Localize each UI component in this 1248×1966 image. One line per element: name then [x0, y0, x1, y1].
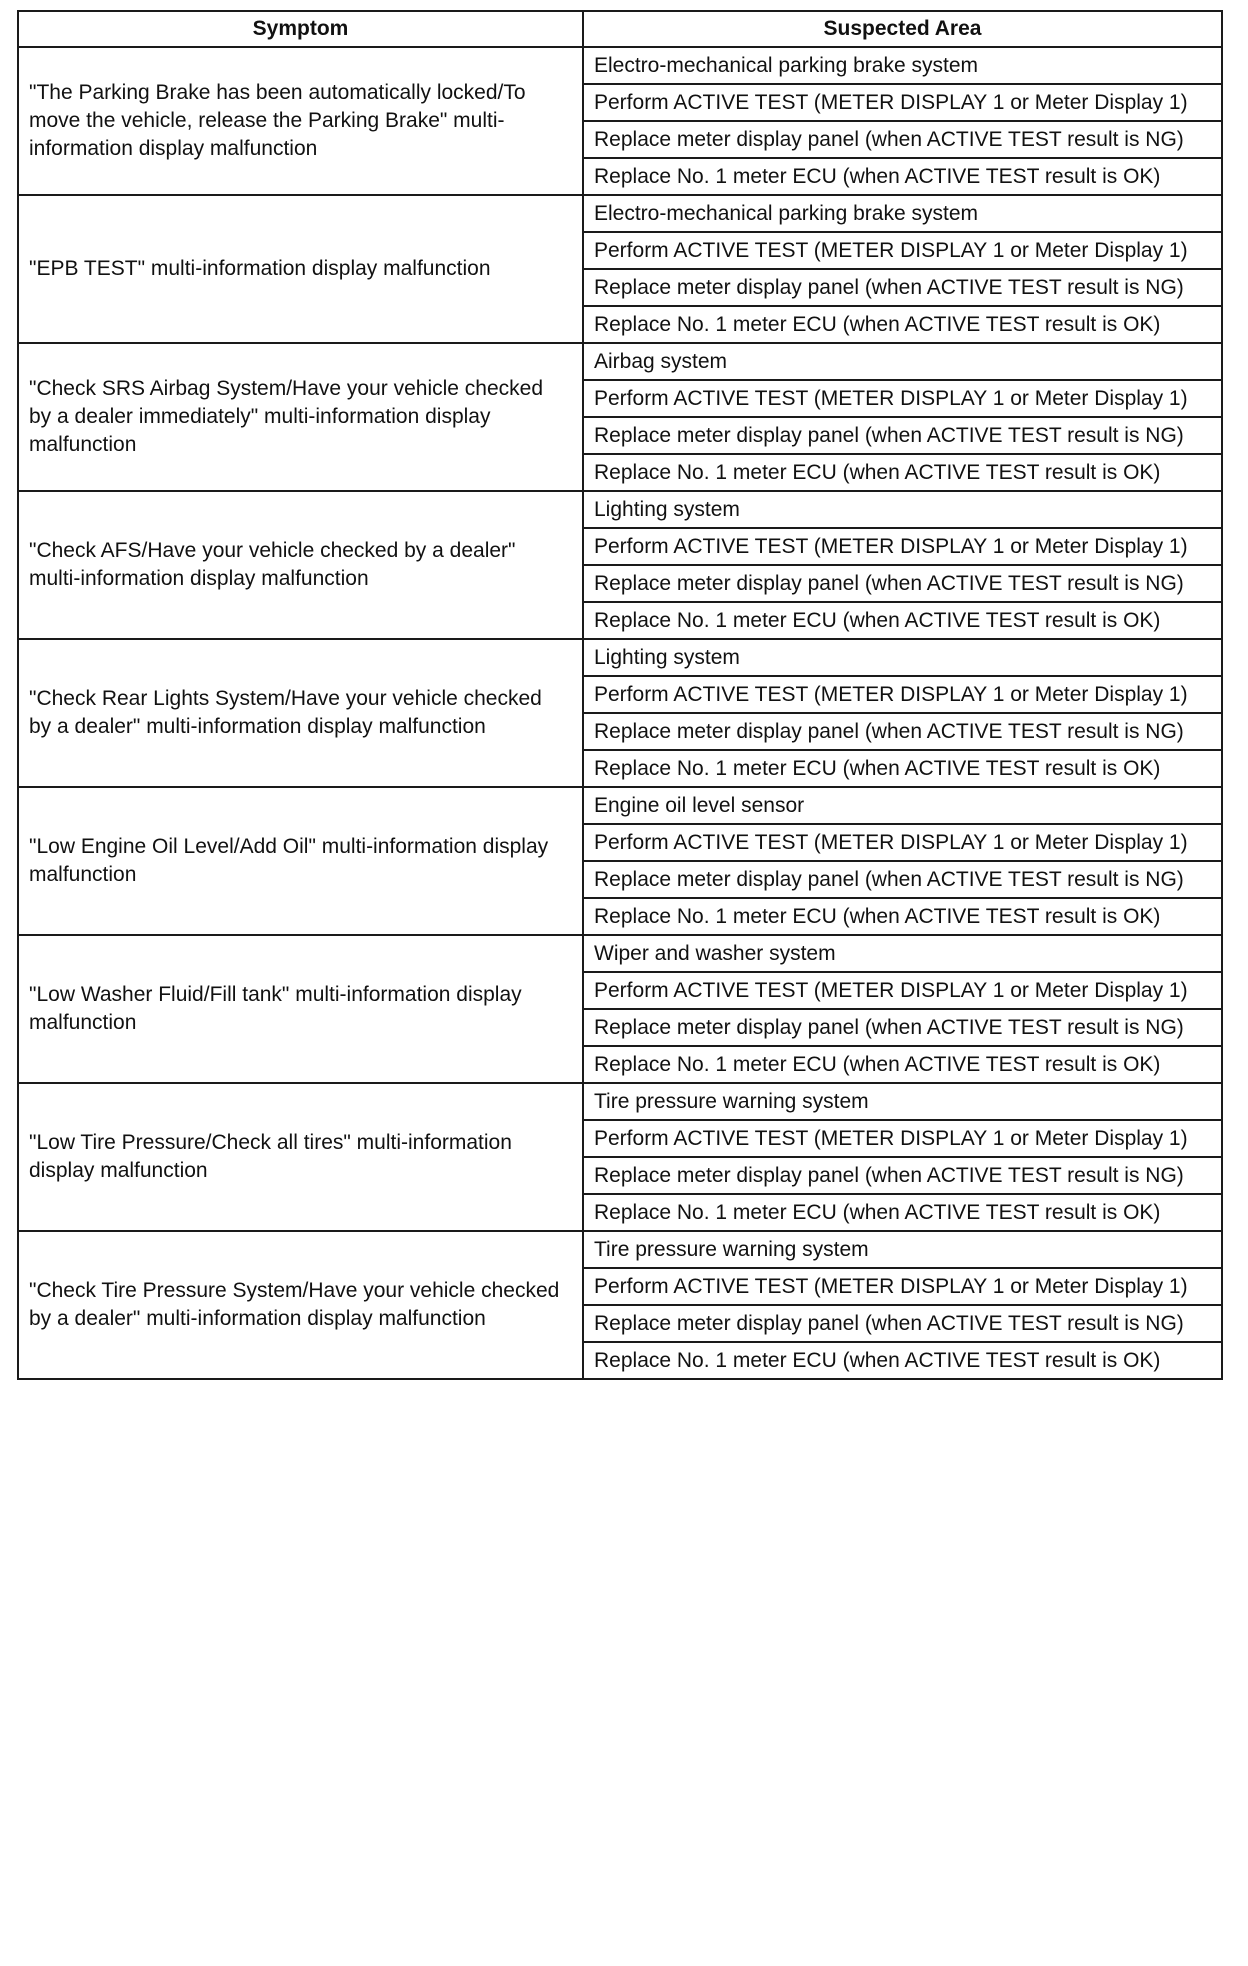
- table-row: [18, 491, 1222, 528]
- suspected-area-cell: Perform ACTIVE TEST (METER DISPLAY 1 or Meter Display 1): [583, 824, 1222, 861]
- suspected-area-cell: Replace No. 1 meter ECU (when ACTIVE TEST result is OK): [583, 1194, 1222, 1231]
- suspected-area-cell: Electro-mechanical parking brake system: [583, 195, 1222, 232]
- table-row: [18, 639, 1222, 676]
- table-row: [18, 935, 1222, 972]
- table-row: [18, 343, 1222, 380]
- table-row: [18, 1083, 1222, 1120]
- suspected-area-cell: Perform ACTIVE TEST (METER DISPLAY 1 or Meter Display 1): [583, 1120, 1222, 1157]
- suspected-area-cell: Tire pressure warning system: [583, 1083, 1222, 1120]
- suspected-area-cell: Replace meter display panel (when ACTIVE TEST result is NG): [583, 1009, 1222, 1046]
- suspected-area-cell: Replace meter display panel (when ACTIVE TEST result is NG): [583, 1157, 1222, 1194]
- header-row: [18, 11, 1222, 47]
- table-header: [18, 11, 1222, 47]
- table-row: [18, 47, 1222, 84]
- symptom-cell: "EPB TEST" multi-information display malfunction: [18, 195, 583, 343]
- suspected-area-cell: Replace No. 1 meter ECU (when ACTIVE TEST result is OK): [583, 454, 1222, 491]
- table-row: [18, 787, 1222, 824]
- suspected-area-cell: Engine oil level sensor: [583, 787, 1222, 824]
- suspected-area-cell: Perform ACTIVE TEST (METER DISPLAY 1 or Meter Display 1): [583, 676, 1222, 713]
- symptom-table: [17, 10, 1223, 1380]
- suspected-area-cell: Replace meter display panel (when ACTIVE TEST result is NG): [583, 861, 1222, 898]
- symptom-cell: "Check SRS Airbag System/Have your vehicle checked by a dealer immediately" multi-information display malfunction: [18, 343, 583, 491]
- suspected-area-cell: Replace No. 1 meter ECU (when ACTIVE TEST result is OK): [583, 898, 1222, 935]
- suspected-area-cell: Airbag system: [583, 343, 1222, 380]
- suspected-area-cell: Perform ACTIVE TEST (METER DISPLAY 1 or Meter Display 1): [583, 1268, 1222, 1305]
- suspected-area-cell: Perform ACTIVE TEST (METER DISPLAY 1 or Meter Display 1): [583, 972, 1222, 1009]
- table-row: [18, 195, 1222, 232]
- suspected-area-cell: Replace meter display panel (when ACTIVE TEST result is NG): [583, 713, 1222, 750]
- suspected-area-cell: Perform ACTIVE TEST (METER DISPLAY 1 or Meter Display 1): [583, 232, 1222, 269]
- suspected-area-cell: Lighting system: [583, 639, 1222, 676]
- symptom-cell: "Low Washer Fluid/Fill tank" multi-information display malfunction: [18, 935, 583, 1083]
- symptom-cell: "The Parking Brake has been automatically locked/To move the vehicle, release the Parking Brake" multi-information display malfunction: [18, 47, 583, 195]
- suspected-area-cell: Electro-mechanical parking brake system: [583, 47, 1222, 84]
- suspected-area-cell: Lighting system: [583, 491, 1222, 528]
- suspected-area-cell: Replace No. 1 meter ECU (when ACTIVE TEST result is OK): [583, 602, 1222, 639]
- suspected-area-cell: Replace meter display panel (when ACTIVE TEST result is NG): [583, 121, 1222, 158]
- symptom-cell: "Low Tire Pressure/Check all tires" multi-information display malfunction: [18, 1083, 583, 1231]
- suspected-area-cell: Tire pressure warning system: [583, 1231, 1222, 1268]
- table-body: [18, 47, 1222, 1379]
- suspected-area-cell: Replace No. 1 meter ECU (when ACTIVE TEST result is OK): [583, 158, 1222, 195]
- suspected-area-cell: Replace No. 1 meter ECU (when ACTIVE TEST result is OK): [583, 750, 1222, 787]
- header-symptom: Symptom: [18, 11, 583, 47]
- suspected-area-cell: Perform ACTIVE TEST (METER DISPLAY 1 or Meter Display 1): [583, 380, 1222, 417]
- suspected-area-cell: Replace meter display panel (when ACTIVE TEST result is NG): [583, 1305, 1222, 1342]
- suspected-area-cell: Replace No. 1 meter ECU (when ACTIVE TEST result is OK): [583, 1046, 1222, 1083]
- symptom-cell: "Check Rear Lights System/Have your vehicle checked by a dealer" multi-information display malfunction: [18, 639, 583, 787]
- suspected-area-cell: Replace No. 1 meter ECU (when ACTIVE TEST result is OK): [583, 306, 1222, 343]
- suspected-area-cell: Replace meter display panel (when ACTIVE TEST result is NG): [583, 417, 1222, 454]
- suspected-area-cell: Perform ACTIVE TEST (METER DISPLAY 1 or Meter Display 1): [583, 528, 1222, 565]
- suspected-area-cell: Perform ACTIVE TEST (METER DISPLAY 1 or Meter Display 1): [583, 84, 1222, 121]
- suspected-area-cell: Replace No. 1 meter ECU (when ACTIVE TEST result is OK): [583, 1342, 1222, 1379]
- suspected-area-cell: Replace meter display panel (when ACTIVE TEST result is NG): [583, 269, 1222, 306]
- symptom-cell: "Check AFS/Have your vehicle checked by a dealer" multi-information display malfunction: [18, 491, 583, 639]
- suspected-area-cell: Replace meter display panel (when ACTIVE TEST result is NG): [583, 565, 1222, 602]
- symptom-cell: "Check Tire Pressure System/Have your vehicle checked by a dealer" multi-information display malfunction: [18, 1231, 583, 1379]
- symptom-cell: "Low Engine Oil Level/Add Oil" multi-information display malfunction: [18, 787, 583, 935]
- table-row: [18, 1231, 1222, 1268]
- document-page: [17, 10, 1221, 1380]
- header-suspected-area: Suspected Area: [583, 11, 1222, 47]
- suspected-area-cell: Wiper and washer system: [583, 935, 1222, 972]
